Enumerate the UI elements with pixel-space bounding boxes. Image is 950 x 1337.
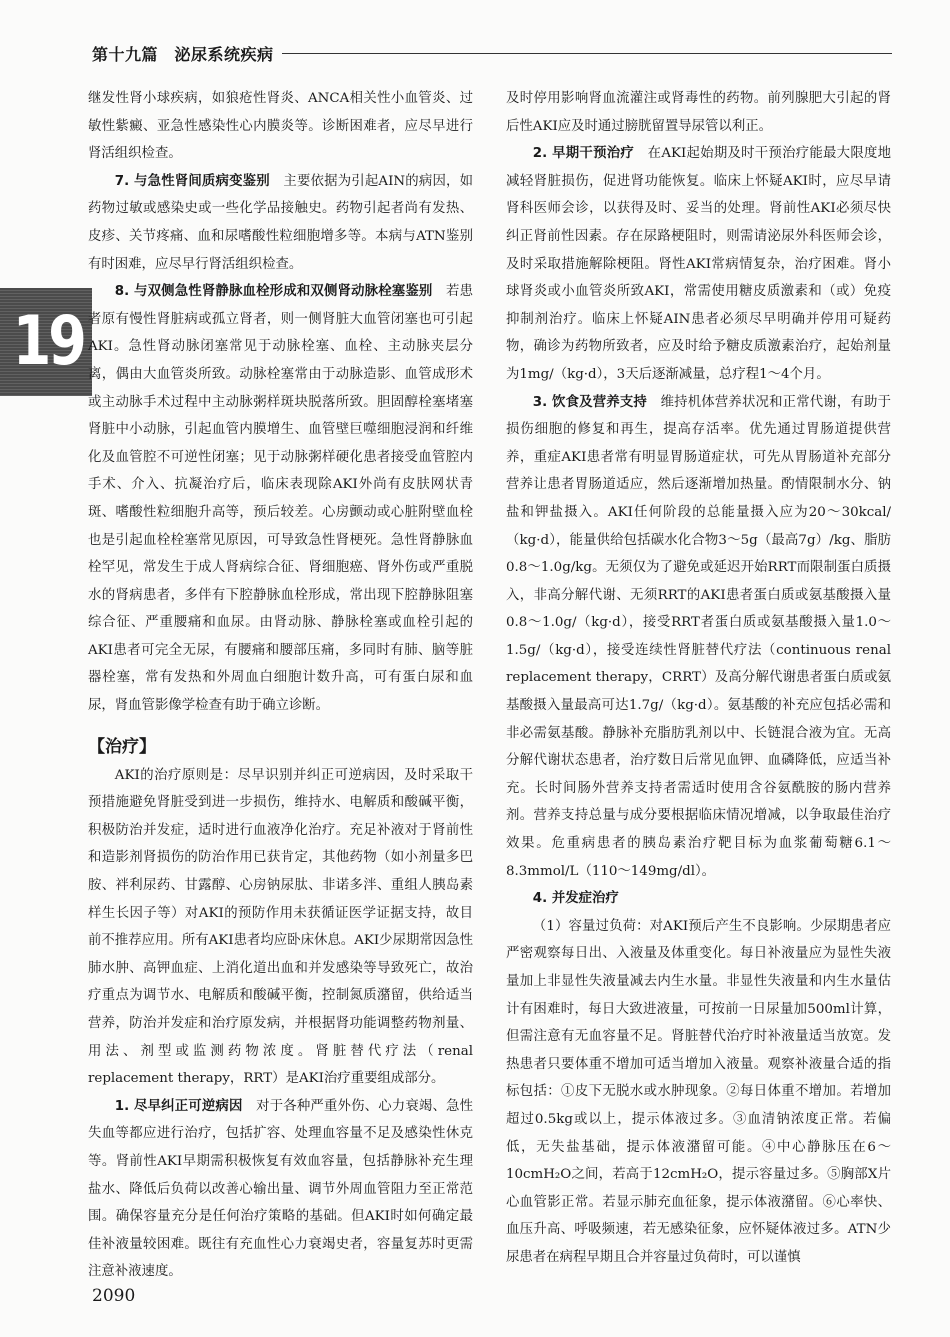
paragraph-lead: 1. 尽早纠正可逆病因 xyxy=(114,1098,243,1114)
section-heading-treatment: 【治疗】 xyxy=(88,736,156,757)
running-header xyxy=(92,38,892,68)
paragraph xyxy=(506,885,891,913)
running-header-title: 第十九篇 泌尿系统疾病 xyxy=(92,44,274,64)
paragraph xyxy=(506,140,891,388)
paragraph xyxy=(88,168,473,278)
paragraph-body: 主要依据为引起AIN的病因，如药物过敏或感染史或一些化学品接触史。药物引起者尚有发热、皮疹、关节疼痛、血和尿嗜酸性粒细胞增多等。本病与ATN鉴别有时困难，应尽早行肾活组织检查。 xyxy=(88,173,473,272)
chapter-thumb-tab xyxy=(0,288,92,396)
paragraph xyxy=(506,389,891,886)
header-rule xyxy=(282,53,892,54)
left-column xyxy=(88,85,473,1286)
paragraph-body: 在AKI起始期及时干预治疗能最大限度地减轻肾脏损伤，促进肾功能恢复。临床上怀疑AKI时，应尽早请肾科医师会诊，以获得及时、妥当的处理。肾前性AKI必须尽快纠正肾前性因素。存在尿路梗阻时，则需请泌尿外科医师会诊，及时采取措施解除梗阻。肾性AKI常病情复杂，治疗困难。肾小球肾炎或小血管炎所致AKI，常需使用糖皮质激素和（或）免疫抑制剂治疗。临床上怀疑AIN患者必须尽早明确并停用可疑药物，确诊为药物所致者，应及时给予糖皮质激素治疗，起始剂量为1mg/（kg·d），3天后逐渐减量，总疗程1～4个月。 xyxy=(506,146,891,382)
paragraph-body: 维持机体营养状况和正常代谢，有助于损伤细胞的修复和再生，提高存活率。优先通过胃肠道提供营养，重症AKI患者常有明显胃肠道症状，可先从胃肠道补充部分营养让患者胃肠道适应，然后逐渐增加热量。酌情限制水分、钠盐和钾盐摄入。AKI任何阶段的总能量摄入应为20～30kcal/（kg·d），能量供给包括碳水化合物3～5g（最高7g）/kg、脂肪0.8～1.0g/kg。无须仅为了避免或延迟开始RRT而限制蛋白质摄入，非高分解代谢、无须RRT的AKI患者蛋白质或氨基酸摄入量0.8～1.0g/（kg·d），接受RRT者蛋白质或氨基酸摄入量1.0～1.5g/（kg·d），接受连续性肾脏替代疗法（continuous renal replacement therapy，CRRT）及高分解代谢患者蛋白质或氨基酸摄入量最高可达1.7g/（kg·d）。氨基酸的补充应包括必需和非必需氨基酸。静脉补充脂肪乳剂以中、长链混合液为宜。无高分解代谢状态患者，治疗数日后常见血钾、血磷降低，应适当补充。长时间肠外营养支持者需适时使用含谷氨酰胺的肠内营养剂。营养支持总量与成分要根据临床情况增减，以争取最佳治疗效果。危重病患者的胰岛素治疗靶目标为血浆葡萄糖6.1～8.3mmol/L（110～149mg/dl）。 xyxy=(506,394,892,879)
paragraph: 继发性肾小球疾病，如狼疮性肾炎、ANCA相关性小血管炎、过敏性紫癜、亚急性感染性心内膜炎等。诊断困难者，应尽早进行肾活组织检查。 xyxy=(88,91,473,162)
paragraph-lead: 7. 与急性肾间质病变鉴别 xyxy=(114,173,270,189)
chapter-number: 19 xyxy=(12,302,84,381)
paragraph xyxy=(88,278,473,720)
paragraph: （1）容量过负荷：对AKI预后产生不良影响。少尿期患者应严密观察每日出、入液量及体重变化。每日补液量应为显性失液量加上非显性失液量减去内生水量。非显性失液量和内生水量估计有困难时，每日大致进液量，可按前一日尿量加500ml计算，但需注意有无血容量不足。肾脏替代治疗时补液量适当放宽。发热患者只要体重不增加可适当增加入液量。观察补液量合适的指标包括：①皮下无脱水或水肿现象。②每日体重不增加。若增加超过0.5kg或以上，提示体液过多。③血清钠浓度正常。若偏低，无失盐基础，提示体液潴留可能。④中心静脉压在6～10cmH₂O之间，若高于12cmH₂O，提示容量过多。⑤胸部X片心血管影正常。若显示肺充血征象，提示体液潴留。⑥心率快、血压升高、呼吸频速，若无感染征象，应怀疑体液过多。ATN少尿患者在病程早期且合并容量过负荷时，可以谨慎 xyxy=(506,918,891,1265)
paragraph-lead: 3. 饮食及营养支持 xyxy=(532,394,647,410)
paragraph-lead: 4. 并发症治疗 xyxy=(532,891,619,907)
paragraph: AKI的治疗原则是：尽早识别并纠正可逆病因，及时采取干预措施避免肾脏受到进一步损伤，维持水、电解质和酸碱平衡，积极防治并发症，适时进行血液净化治疗。充足补液对于肾前性和造影剂肾损伤的防治作用已获肯定，其他药物（如小剂量多巴胺、袢利尿药、甘露醇、心房钠尿肽、非诺多泮、重组人胰岛素样生长因子等）对AKI的预防作用未获循证医学证据支持，故目前不推荐应用。所有AKI患者均应卧床休息。AKI少尿期常因急性肺水肿、高钾血症、上消化道出血和并发感染等导致死亡，故治疗重点为调节水、电解质和酸碱平衡，控制氮质潴留，供给适当营养，防治并发症和治疗原发病，并根据肾功能调整药物剂量、用法、剂型或监测药物浓度。肾脏替代疗法（renal replacement therapy，RRT）是AKI治疗重要组成部分。 xyxy=(88,767,473,1087)
paragraph-lead: 2. 早期干预治疗 xyxy=(532,146,635,162)
paragraph-body: 若患者原有慢性肾脏病或孤立肾者，则一侧肾脏大血管闭塞也可引起AKI。急性肾动脉闭塞常见于动脉栓塞、血栓、主动脉夹层分离，偶由大血管炎所致。动脉栓塞常由于动脉造影、血管成形术或主动脉手术过程中主动脉粥样斑块脱落所致。胆固醇栓塞堵塞肾脏中小动脉，引起血管内膜增生、血管壁巨噬细胞浸润和纤维化及血管腔不可逆性闭塞；见于动脉粥样硬化患者接受血管腔内手术、介入、抗凝治疗后，临床表现除AKI外尚有皮肤网状青斑、嗜酸性粒细胞升高等，预后较差。心房颤动或心脏附壁血栓也是引起血栓栓塞常见原因，可导致急性肾梗死。急性肾静脉血栓罕见，常发生于成人肾病综合征、肾细胞癌、肾外伤或严重脱水的肾病患者，多伴有下腔静脉血栓形成，常出现下腔静脉阻塞综合征、严重腰痛和血尿。由肾动脉、静脉栓塞或血栓引起的AKI患者可完全无尿，有腰痛和腰部压痛，多同时有肺、脑等脏器栓塞，常有发热和外周血白细胞计数升高，可有蛋白尿和血尿，肾血管影像学检查有助于确立诊断。 xyxy=(88,284,474,714)
paragraph: 及时停用影响肾血流灌注或肾毒性的药物。前列腺肥大引起的肾后性AKI应及时通过膀胱留置导尿管以利正。 xyxy=(506,91,891,134)
page-number: 2090 xyxy=(92,1286,136,1306)
paragraph-lead: 8. 与双侧急性肾静脉血栓形成和双侧肾动脉栓塞鉴别 xyxy=(114,284,433,300)
right-column xyxy=(506,85,891,1272)
paragraph xyxy=(88,1093,473,1286)
paragraph-body: 对于各种严重外伤、心力衰竭、急性失血等都应进行治疗，包括扩容、处理血容量不足及感染性休克等。肾前性AKI早期需积极恢复有效血容量，包括静脉补充生理盐水、降低后负荷以改善心输出量、调节外周血管阻力至正常范围。确保容量充分是任何治疗策略的基础。但AKI时如何确定最佳补液量较困难。既往有充血性心力衰竭史者，容量复苏时更需注意补液速度。 xyxy=(88,1098,474,1280)
